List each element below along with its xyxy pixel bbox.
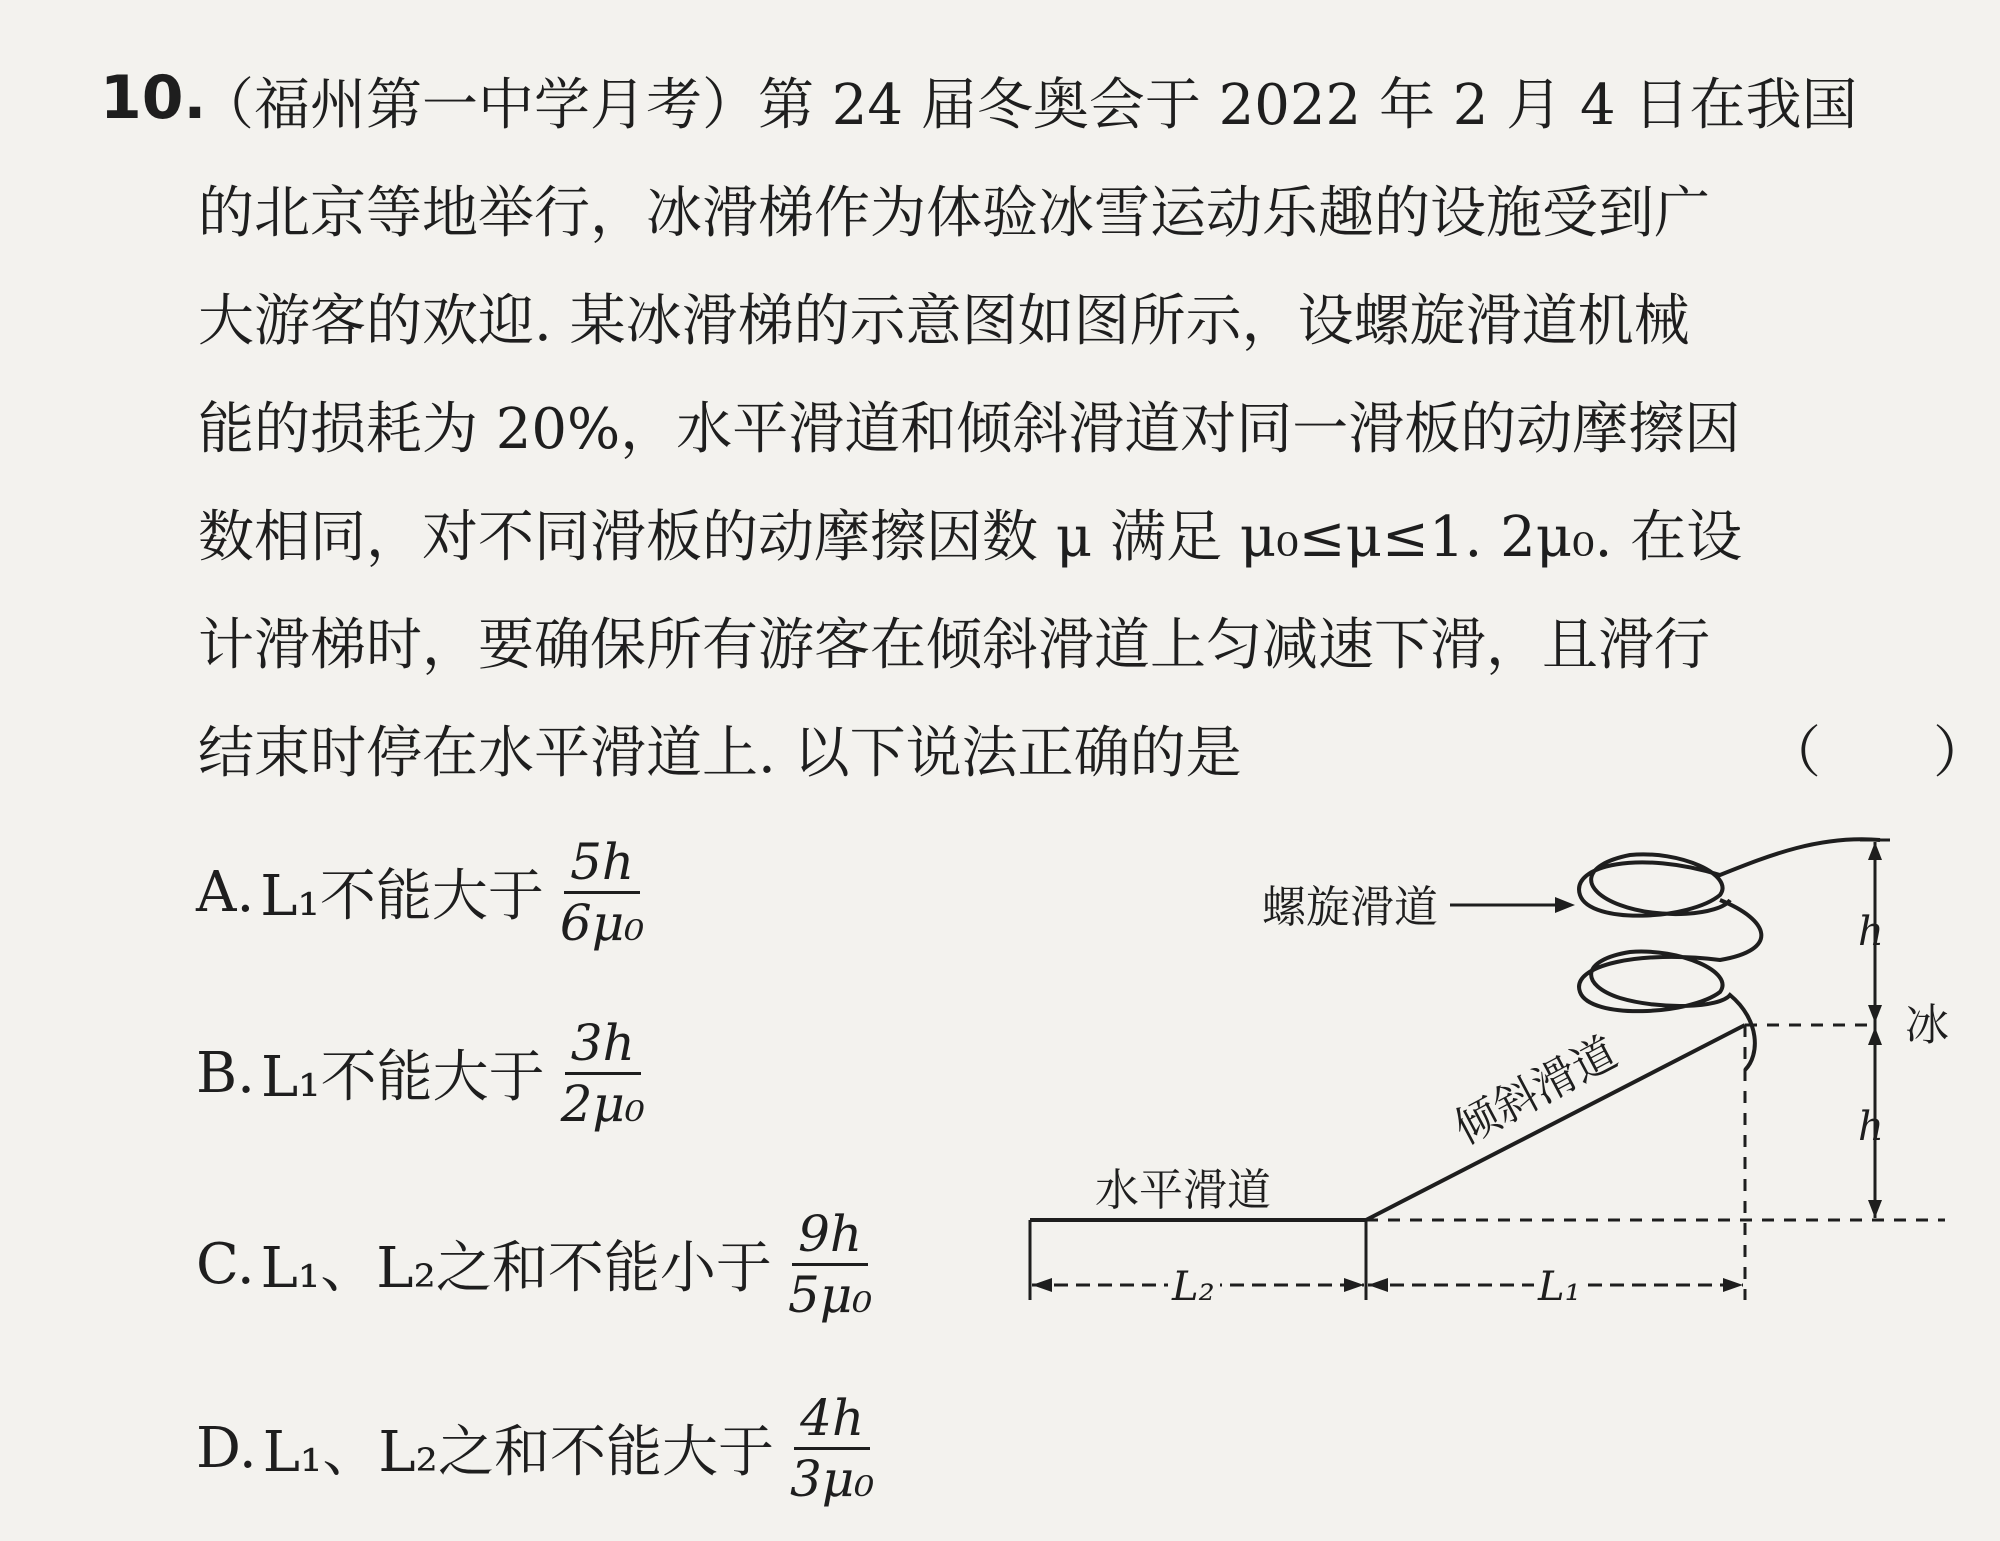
- fraction-denominator: 2μ₀: [560, 1074, 645, 1133]
- L2-label: L₂: [1172, 1264, 1215, 1310]
- option-text: L₁不能大于: [260, 1045, 545, 1110]
- fraction-numerator: 3h: [565, 1014, 641, 1075]
- option-letter: D.: [196, 1415, 257, 1481]
- horizontal-slide-label: 水平滑道: [1095, 1165, 1271, 1216]
- fraction: [554, 833, 650, 952]
- stem-line: （福州第一中学月考）第 24 届冬奥会于 2022 年 2 月 4 日在我国: [198, 73, 1858, 138]
- L1-right-arrow: [1723, 1278, 1743, 1292]
- L1-left-arrow: [1368, 1278, 1388, 1292]
- h-lower-label: h: [1858, 1104, 1884, 1150]
- L1-label: L₁: [1538, 1264, 1581, 1310]
- h-top-arrow: [1868, 842, 1882, 860]
- stem-line: 大游客的欢迎. 某冰滑梯的示意图如图所示，设螺旋滑道机械: [198, 289, 1690, 354]
- fraction-denominator: 6μ₀: [559, 893, 645, 952]
- option-letter: A.: [196, 859, 255, 925]
- option-text: L₁不能大于: [260, 864, 544, 929]
- fraction: [782, 1205, 878, 1324]
- option-d[interactable]: [196, 1378, 880, 1518]
- option-letter: B.: [196, 1040, 255, 1106]
- answer-bracket: （ ）: [1765, 721, 1989, 786]
- ice-slide-diagram: [1000, 820, 1990, 1340]
- h-upper-label: h: [1858, 909, 1884, 955]
- option-text: L₁、L₂之和不能小于: [260, 1236, 772, 1301]
- stem-line: 结束时停在水平滑道上. 以下说法正确的是: [198, 721, 1242, 786]
- stem-line: 能的损耗为 20%，水平滑道和倾斜滑道对同一滑板的动摩擦因: [198, 397, 1741, 462]
- option-text: L₁、L₂之和不能大于: [262, 1420, 774, 1485]
- h-bottom-arrow: [1868, 1200, 1882, 1218]
- fraction-numerator: 9h: [792, 1205, 868, 1266]
- ice-label: 冰: [1905, 1000, 1949, 1051]
- fraction: [555, 1014, 651, 1133]
- fraction-denominator: 5μ₀: [787, 1265, 873, 1324]
- incline-slide-label: 倾斜滑道: [1446, 1027, 1626, 1155]
- fraction: [784, 1389, 880, 1508]
- stem-line: 计滑梯时，要确保所有游客在倾斜滑道上匀减速下滑，且滑行: [198, 613, 1710, 678]
- fraction-numerator: 4h: [794, 1389, 870, 1450]
- stem-line: 数相同，对不同滑板的动摩擦因数 μ 满足 μ₀≤μ≤1. 2μ₀. 在设: [198, 505, 1743, 570]
- h-mid-arrow-down: [1868, 1027, 1882, 1045]
- question-number: 10.: [100, 63, 207, 133]
- fraction-numerator: 5h: [564, 833, 640, 894]
- stem-line: 的北京等地举行，冰滑梯作为体验冰雪运动乐趣的设施受到广: [198, 181, 1710, 246]
- L2-right-arrow: [1344, 1278, 1364, 1292]
- h-mid-arrow-up: [1868, 1005, 1882, 1023]
- option-a[interactable]: [196, 822, 650, 962]
- spiral-arrow-head: [1555, 897, 1575, 913]
- option-b[interactable]: [196, 1003, 651, 1143]
- spiral-slide-label: 螺旋滑道: [1262, 882, 1438, 933]
- option-letter: C.: [196, 1231, 255, 1297]
- question-stem: [198, 52, 1958, 808]
- option-c[interactable]: [196, 1194, 878, 1334]
- fraction-denominator: 3μ₀: [789, 1449, 875, 1508]
- L2-left-arrow: [1032, 1278, 1052, 1292]
- spiral-slide-path: [1579, 839, 1880, 1070]
